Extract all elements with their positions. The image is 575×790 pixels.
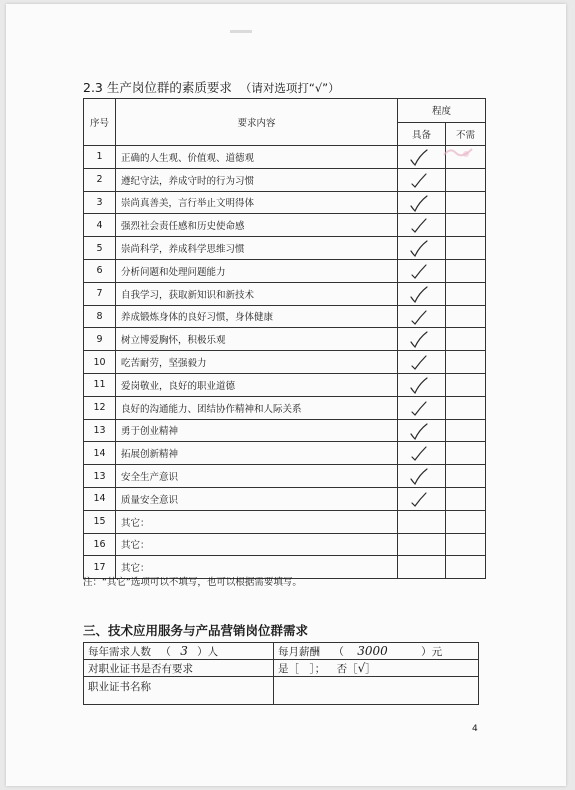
row-index: 12 — [84, 396, 116, 419]
row-requirement: 正确的人生观、价值观、道德观 — [116, 146, 398, 169]
row-requirement: 崇尚科学，养成科学思维习惯 — [116, 237, 398, 260]
checkmark-icon — [405, 308, 433, 327]
checkmark-icon — [405, 239, 433, 258]
row-requirement: 其它： — [116, 510, 398, 533]
row-index: 14 — [84, 442, 116, 465]
cert-no-checkmark: √ — [357, 660, 366, 675]
row-not-needed-cell — [446, 533, 486, 556]
checkmark-icon — [405, 262, 433, 281]
row-index: 4 — [84, 214, 116, 237]
header-degree: 程度 — [398, 99, 486, 123]
section-title — [83, 78, 340, 96]
table-row — [84, 237, 486, 260]
checkmark-icon — [405, 216, 433, 235]
checkmark-icon — [405, 353, 433, 372]
row-index: 9 — [84, 328, 116, 351]
page-number: 4 — [472, 724, 478, 734]
header-content: 要求内容 — [116, 99, 398, 146]
row-requirement: 质量安全意识 — [116, 487, 398, 510]
table-row — [84, 351, 486, 374]
pink-stamp-mark — [442, 143, 474, 161]
demand-table — [83, 642, 479, 705]
table-row — [84, 282, 486, 305]
row-has-cell — [398, 305, 446, 328]
table-row — [84, 168, 486, 191]
row-not-needed-cell — [446, 351, 486, 374]
row-index: 13 — [84, 465, 116, 488]
cert-name-label: 职业证书名称 — [84, 677, 274, 705]
row-has-cell — [398, 351, 446, 374]
table-row — [84, 191, 486, 214]
row-has-cell — [398, 214, 446, 237]
row-requirement: 良好的沟通能力、团结协作精神和人际关系 — [116, 396, 398, 419]
checkmark-icon — [405, 444, 433, 463]
row-not-needed-cell — [446, 191, 486, 214]
row-not-needed-cell — [446, 305, 486, 328]
table-row — [84, 487, 486, 510]
table-row — [84, 146, 486, 169]
row-has-cell — [398, 533, 446, 556]
checkmark-icon — [405, 330, 433, 349]
row-requirement: 树立博爱胸怀，积极乐观 — [116, 328, 398, 351]
table-row — [84, 533, 486, 556]
checkmark-icon — [405, 148, 433, 167]
section-title-text: 2.3 生产岗位群的素质要求 — [83, 80, 232, 95]
row-has-cell — [398, 259, 446, 282]
row-index: 10 — [84, 351, 116, 374]
row-has-cell — [398, 191, 446, 214]
row-requirement: 安全生产意识 — [116, 465, 398, 488]
row-index: 16 — [84, 533, 116, 556]
row-requirement: 分析问题和处理问题能力 — [116, 259, 398, 282]
row-index: 5 — [84, 237, 116, 260]
row-requirement: 勇于创业精神 — [116, 419, 398, 442]
table-row — [84, 419, 486, 442]
table-row — [84, 305, 486, 328]
scan-speck — [230, 30, 252, 33]
salary-label: 每月薪酬 — [278, 645, 320, 658]
header-has: 具备 — [398, 122, 446, 146]
salary-value: 3000 — [357, 643, 388, 658]
checkmark-icon — [405, 467, 433, 486]
header-not-needed: 不需 — [446, 122, 486, 146]
section-hint: （请对选项打“√”） — [239, 81, 340, 95]
checkmark-icon — [405, 171, 433, 190]
table-row — [84, 465, 486, 488]
demand-value: 3 — [180, 643, 188, 658]
table-row — [84, 510, 486, 533]
cert-no-option: 否［ — [336, 662, 358, 675]
row-not-needed-cell — [446, 465, 486, 488]
row-not-needed-cell — [446, 419, 486, 442]
row-has-cell — [398, 146, 446, 169]
checkmark-icon — [405, 490, 433, 509]
row-index: 1 — [84, 146, 116, 169]
row-requirement: 崇尚真善美，言行举止文明得体 — [116, 191, 398, 214]
cert-name-value — [274, 677, 479, 705]
table-row — [84, 396, 486, 419]
row-requirement: 爱岗敬业，良好的职业道德 — [116, 373, 398, 396]
row-requirement: 吃苦耐劳，坚强毅力 — [116, 351, 398, 374]
row-not-needed-cell — [446, 396, 486, 419]
table-row — [84, 442, 486, 465]
row-has-cell — [398, 487, 446, 510]
row-has-cell — [398, 328, 446, 351]
table-row — [84, 259, 486, 282]
row-index: 14 — [84, 487, 116, 510]
row-index: 8 — [84, 305, 116, 328]
row-requirement: 其它： — [116, 556, 398, 579]
row-not-needed-cell — [446, 282, 486, 305]
demand-unit: ）人 — [197, 645, 219, 658]
checkmark-icon — [405, 376, 433, 395]
row-index: 17 — [84, 556, 116, 579]
row-not-needed-cell — [446, 328, 486, 351]
row-not-needed-cell — [446, 442, 486, 465]
row-not-needed-cell — [446, 259, 486, 282]
row-index: 13 — [84, 419, 116, 442]
row-index: 3 — [84, 191, 116, 214]
row-requirement: 养成锻炼身体的良好习惯，身体健康 — [116, 305, 398, 328]
row-index: 6 — [84, 259, 116, 282]
row-not-needed-cell — [446, 556, 486, 579]
table-note: 注：“其它”选项可以不填写，也可以根据需要填写。 — [83, 577, 302, 588]
row-index: 11 — [84, 373, 116, 396]
salary-open-paren: （ — [333, 645, 344, 658]
row-requirement: 遵纪守法，养成守时的行为习惯 — [116, 168, 398, 191]
row-not-needed-cell — [446, 487, 486, 510]
checkmark-icon — [405, 194, 433, 213]
row-has-cell — [398, 168, 446, 191]
cert-requirement-label: 对职业证书是否有要求 — [84, 660, 274, 677]
section3-title: 三、技术应用服务与产品营销岗位群需求 — [83, 623, 309, 638]
row-not-needed-cell — [446, 168, 486, 191]
row-has-cell — [398, 510, 446, 533]
row-requirement: 其它： — [116, 533, 398, 556]
row-not-needed-cell — [446, 373, 486, 396]
row-not-needed-cell — [446, 214, 486, 237]
row-has-cell — [398, 465, 446, 488]
cert-no-close: ］ — [365, 662, 376, 675]
row-has-cell — [398, 282, 446, 305]
demand-cell — [84, 643, 274, 660]
row-has-cell — [398, 237, 446, 260]
row-has-cell — [398, 396, 446, 419]
row-has-cell — [398, 419, 446, 442]
cert-requirement-choice — [274, 660, 479, 677]
row-not-needed-cell — [446, 510, 486, 533]
row-has-cell — [398, 556, 446, 579]
demand-open-paren: （ — [160, 645, 171, 658]
row-requirement: 拓展创新精神 — [116, 442, 398, 465]
salary-cell — [274, 643, 479, 660]
salary-unit: ）元 — [421, 645, 443, 658]
table-row — [84, 328, 486, 351]
checkmark-icon — [405, 422, 433, 441]
table-row — [84, 373, 486, 396]
row-not-needed-cell — [446, 237, 486, 260]
checkmark-icon — [405, 399, 433, 418]
row-has-cell — [398, 373, 446, 396]
cert-yes-option: 是［ ］； — [278, 662, 326, 675]
row-index: 2 — [84, 168, 116, 191]
row-index: 7 — [84, 282, 116, 305]
row-index: 15 — [84, 510, 116, 533]
row-has-cell — [398, 442, 446, 465]
row-requirement: 强烈社会责任感和历史使命感 — [116, 214, 398, 237]
quality-requirements-table — [83, 98, 486, 579]
demand-label: 每年需求人数 — [88, 645, 151, 658]
checkmark-icon — [405, 285, 433, 304]
row-requirement: 自我学习，获取新知识和新技术 — [116, 282, 398, 305]
table-row — [84, 214, 486, 237]
header-index: 序号 — [84, 99, 116, 146]
